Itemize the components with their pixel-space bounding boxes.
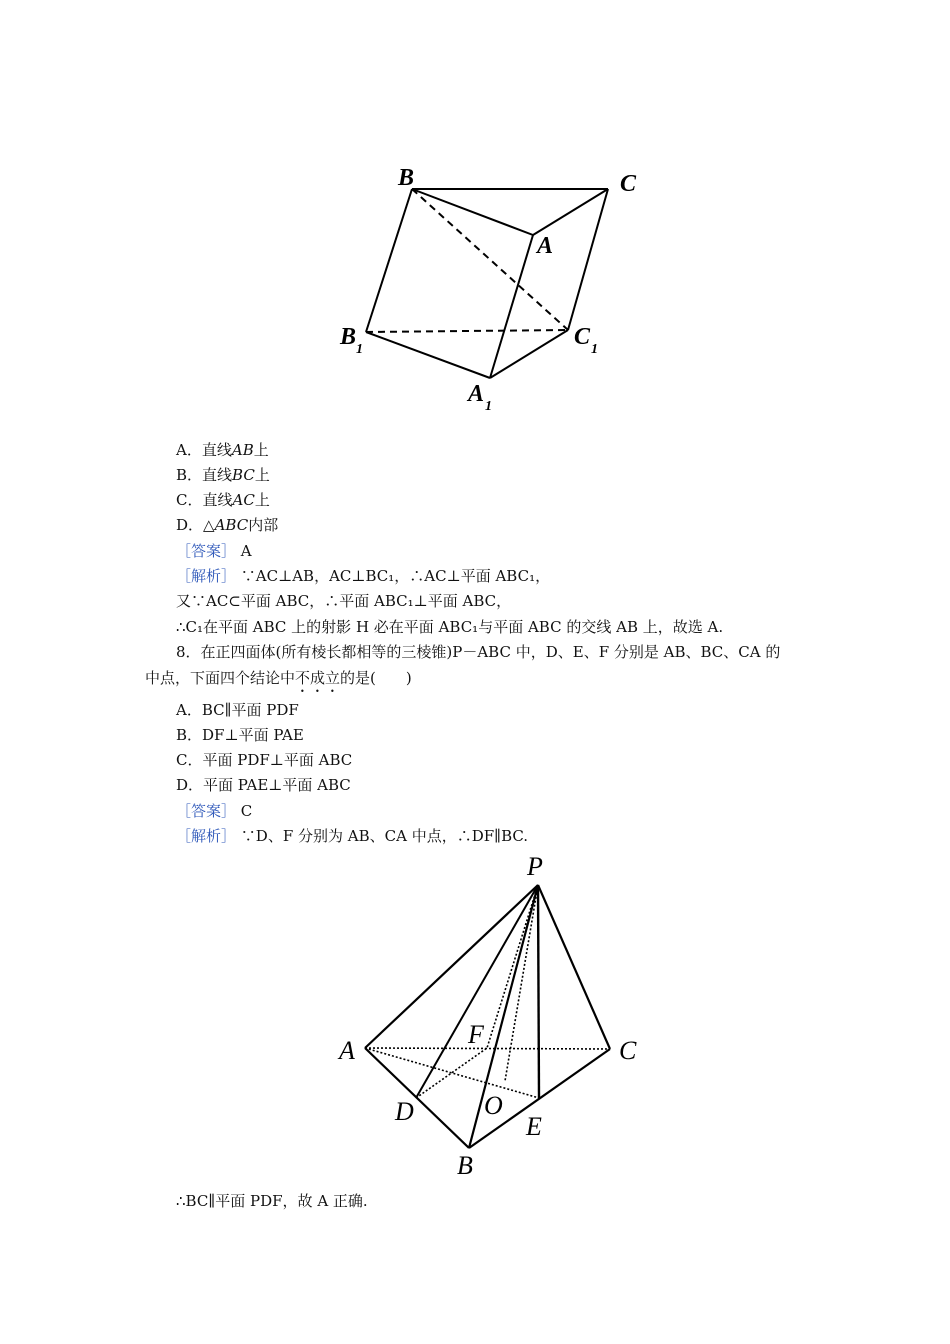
label-F: F xyxy=(468,1020,484,1049)
q7-analysis-line-3: ∴C₁在平面 ABC 上的射影 H 必在平面 ABC₁与平面 ABC 的交线 AB 上，故选 A. xyxy=(176,618,724,636)
label-C1-sub: 1 xyxy=(591,342,598,357)
analysis-tag: ［解析］ xyxy=(176,567,237,585)
label-C1: C xyxy=(574,324,591,350)
q7-option-c: C．直线AC上 xyxy=(176,491,270,509)
label-A: A xyxy=(537,233,554,259)
q7-option-a: A．直线AB上 xyxy=(176,441,269,459)
label-A1-sub: 1 xyxy=(485,399,492,414)
label-B: B xyxy=(398,165,415,191)
label-C: C xyxy=(620,171,637,197)
emphasis-not-true: 不成立 xyxy=(295,669,341,687)
label-O: O xyxy=(484,1091,503,1120)
q7-option-d: D．△ABC内部 xyxy=(176,516,279,534)
label-B1-sub: 1 xyxy=(356,342,363,357)
q7-option-b: B．直线BC上 xyxy=(176,466,270,484)
answer-value: C xyxy=(240,802,253,820)
label-D: D xyxy=(395,1097,414,1126)
q8-option-b: B．DF⊥平面 PAE xyxy=(176,726,304,744)
q7-analysis-line-2: 又∵AC⊂平面 ABC，∴平面 ABC₁⊥平面 ABC， xyxy=(176,592,512,610)
label-A1: A xyxy=(468,381,485,407)
q8-stem-line-1: 8．在正四面体(所有棱长都相等的三棱锥)P－ABC 中，D、E、F 分别是 AB、BC、CA 的 xyxy=(176,643,781,661)
q8-option-c: C．平面 PDF⊥平面 ABC xyxy=(176,751,353,769)
label-P: P xyxy=(527,852,543,881)
analysis-tag: ［解析］ xyxy=(176,827,237,845)
label-A: A xyxy=(339,1036,355,1065)
answer-value: A xyxy=(240,542,252,560)
q8-analysis: ［解析］ ∵D、F 分别为 AB、CA 中点，∴DF∥BC. xyxy=(176,827,529,845)
label-E: E xyxy=(526,1112,542,1141)
label-C: C xyxy=(619,1036,637,1065)
q8-option-a: A．BC∥平面 PDF xyxy=(176,701,299,719)
answer-tag: ［答案］ xyxy=(176,802,237,820)
answer-tag: ［答案］ xyxy=(176,542,237,560)
q7-analysis-line-1: ［解析］ ∵AC⊥AB，AC⊥BC₁，∴AC⊥平面 ABC₁， xyxy=(176,567,551,585)
label-B1: B xyxy=(340,324,357,350)
label-B: B xyxy=(457,1151,473,1180)
q8-conclusion: ∴BC∥平面 PDF，故 A 正确. xyxy=(176,1192,368,1210)
q8-option-d: D．平面 PAE⊥平面 ABC xyxy=(176,776,351,794)
q8-stem-line-2: 中点，下面四个结论中不成立的是( ) xyxy=(145,669,412,687)
